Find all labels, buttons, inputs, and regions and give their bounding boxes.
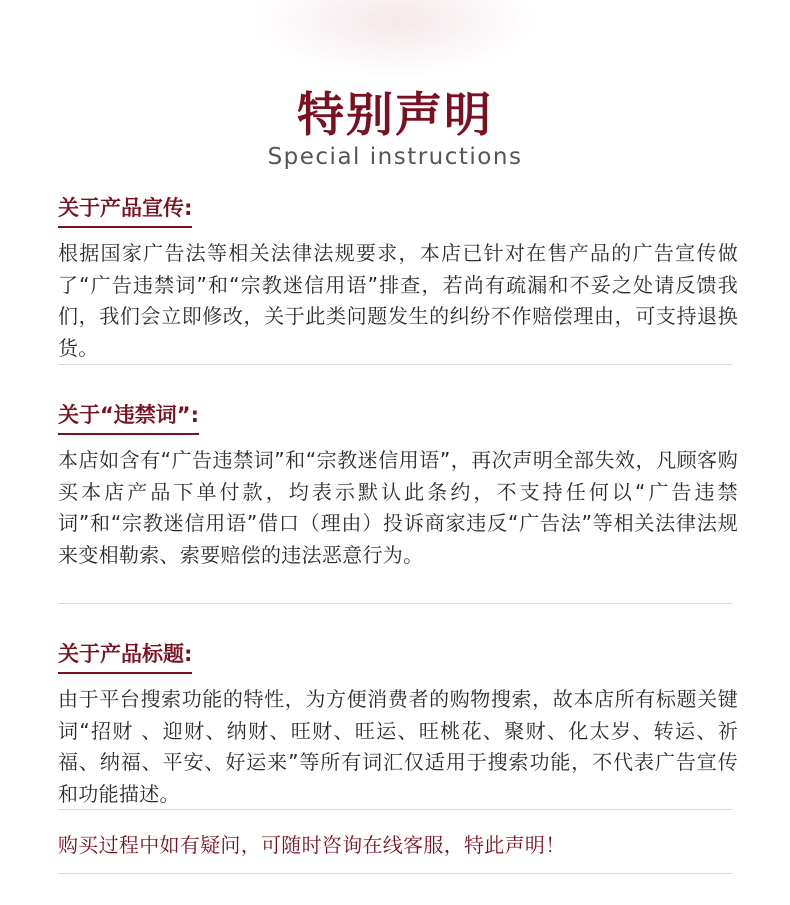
footer-divider <box>58 873 732 874</box>
section-body: 根据国家广告法等相关法律法规要求，本店已针对在售产品的广告宣传做了“广告违禁词”和“宗教迷信用语”排查，若尚有疏漏和不妥之处请反馈我们，我们会立即修改，关于此类问题发生的纠纷不作赔偿理由，可支持退换货。 <box>58 241 738 360</box>
section-body: 本店如含有“广告违禁词”和“宗教迷信用语”，再次声明全部失效，凡顾客购买本店产品下单付款，均表示默认此条约，不支持任何以“广告违禁词”和“宗教迷信用语”借口（理由）投诉商家违反“广告法”等相关法律法规来变相勒索、索要赔偿的违法恶意行为。 <box>58 448 738 567</box>
page-subtitle: Special instructions <box>267 144 523 170</box>
section-heading: 关于产品宣传: <box>58 193 192 228</box>
section-divider <box>58 809 732 810</box>
section-prohibited-words <box>58 400 738 571</box>
section-heading: 关于产品标题: <box>58 639 192 674</box>
page-title: 特别声明 <box>297 88 493 143</box>
section-body: 由于平台搜索功能的特性，为方便消费者的购物搜索，故本店所有标题关键词“招财 、迎财、纳财、旺财、旺运、旺桃花、聚财、化太岁、转运、祈福、纳福、平安、好运来”等所有词汇仅适用于搜索功能，不代表广告宣传和功能描述。 <box>58 687 738 806</box>
footer-statement: 购买过程中如有疑问，可随时咨询在线客服，特此声明！ <box>58 833 566 857</box>
header-glow <box>245 0 545 80</box>
section-divider <box>58 364 732 365</box>
section-divider <box>58 603 732 604</box>
section-product-promotion <box>58 193 738 364</box>
section-heading: 关于“违禁词”: <box>58 400 199 435</box>
section-product-title <box>58 639 738 810</box>
